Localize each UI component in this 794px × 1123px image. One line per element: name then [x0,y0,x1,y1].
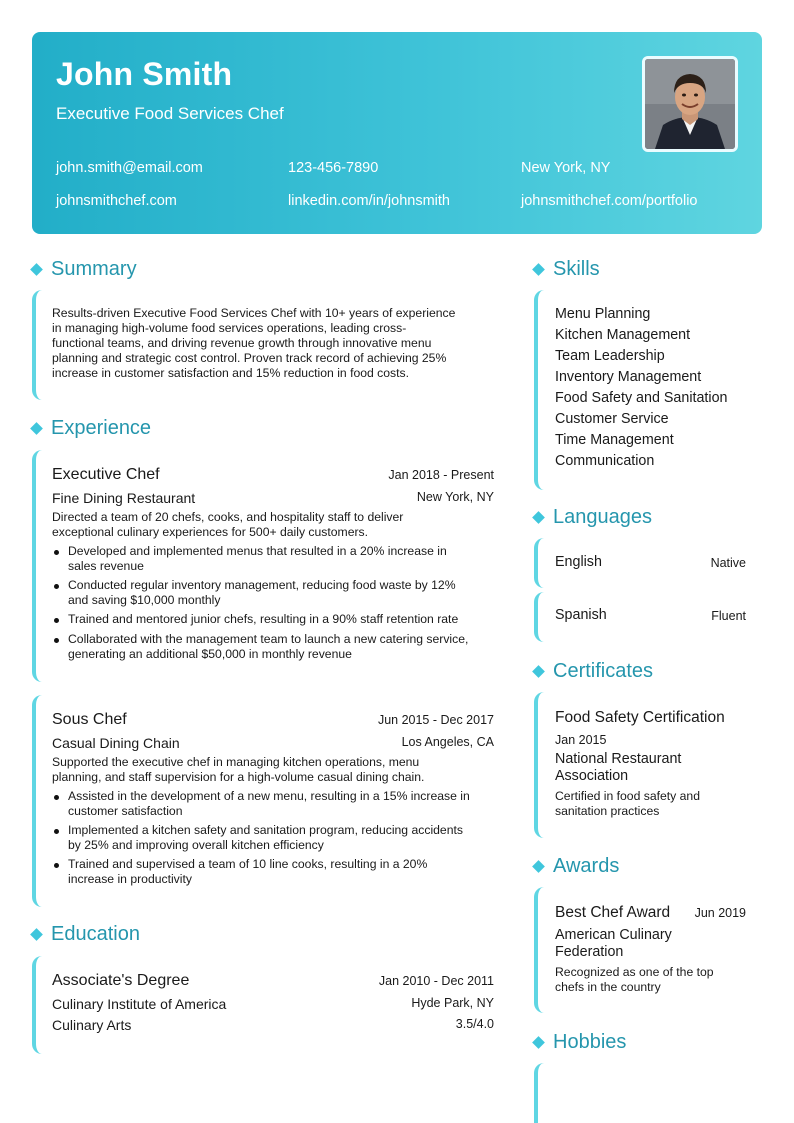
certificate-name: Food Safety Certification [555,709,725,726]
language-name: English [555,554,602,570]
job-bullet-line: sales revenue [68,559,144,573]
skill-item: Food Safety and Sanitation [555,390,728,406]
experience-heading [30,417,151,440]
resume-header [32,32,762,234]
diamond-icon [30,928,43,941]
portfolio-link[interactable]: johnsmithchef.com/portfolio [521,193,698,209]
summary-text [52,306,496,381]
job-bullet [68,578,456,608]
job-bullet-line: Collaborated with the management team to launch a new catering service, [68,632,469,646]
job-bullet-line: by 25% and improving overall kitchen efficiency [68,838,324,852]
job-bullet [68,789,470,819]
education-heading [30,923,140,946]
certificate-name-line: National Restaurant [555,751,682,767]
experience-heading-label: Experience [51,417,152,439]
award-description-line: chefs in the country [555,980,661,994]
language-name: Spanish [555,607,607,623]
skill-item: Communication [555,453,655,469]
diamond-icon [532,511,545,524]
award-organization-line: American Culinary [555,927,672,943]
job-bullet-line: customer satisfaction [68,804,183,818]
certificate-description [555,789,700,819]
skill-item: Kitchen Management [555,327,691,343]
certificate-description-line: Certified in food safety and [555,789,700,803]
job-company: Casual Dining Chain [52,735,180,751]
avatar-icon [645,59,735,149]
skill-item: Inventory Management [555,369,702,385]
skills-heading-label: Skills [553,258,600,280]
diamond-icon [532,263,545,276]
award-organization-line: Federation [555,944,624,960]
award-date: Jun 2019 [694,906,746,920]
job-title: Executive Chef [52,466,160,483]
job-location: Los Angeles, CA [401,735,494,749]
job-bullet-line: and saving $10,000 monthly [68,593,221,607]
languages-heading [532,506,652,529]
degree: Associate's Degree [52,972,190,989]
candidate-title: Executive Food Services Chef [56,104,284,123]
job-description [52,510,403,540]
job-location: New York, NY [416,490,494,504]
languages-heading-label: Languages [553,506,652,528]
award-description-line: Recognized as one of the top [555,965,714,979]
job-title: Sous Chef [52,711,127,728]
diamond-icon [532,1036,545,1049]
skills-heading [532,258,600,281]
summary-line: in managing high-volume food services operations, leading cross- [52,321,407,335]
job-bullet [68,857,427,887]
diamond-icon [30,263,43,276]
job-bullet-line: Assisted in the development of a new menu, resulting in a 15% increase in [68,789,470,803]
job-bullet [68,544,447,574]
candidate-name: John Smith [56,56,233,92]
summary-heading-label: Summary [51,258,137,280]
job-bullet [68,823,463,853]
certificate-name-line: Association [555,768,629,784]
education-dates: Jan 2010 - Dec 2011 [378,974,494,988]
diamond-icon [532,665,545,678]
summary-line: planning and strategic cost control. Proven track record of achieving 25% [52,351,447,365]
job-description-line: planning, and staff supervision for a high-volume casual dining chain. [52,770,425,784]
certificate-date: Jan 2015 [555,733,607,747]
gpa: 3.5/4.0 [455,1017,494,1031]
profile-photo [642,56,738,152]
job-bullet-line: Trained and mentored junior chefs, resulting in a 90% staff retention rate [68,612,459,626]
email-link[interactable]: john.smith@email.com [56,160,203,176]
school: Culinary Institute of America [52,996,227,1012]
linkedin-link[interactable]: linkedin.com/in/johnsmith [288,193,450,209]
hobbies-card [534,1063,762,1123]
location-text: New York, NY [521,160,611,176]
certificate-description-line: sanitation practices [555,804,660,818]
summary-heading [30,258,137,281]
school-location: Hyde Park, NY [411,996,494,1010]
certificates-heading-label: Certificates [553,660,654,682]
website-link[interactable]: johnsmithchef.com [56,193,177,209]
job-dates: Jan 2018 - Present [388,468,494,482]
job-description-line: Directed a team of 20 chefs, cooks, and hospitality staff to deliver [52,510,404,524]
job-bullet [68,612,458,627]
job-dates: Jun 2015 - Dec 2017 [377,713,494,727]
job-bullet-line: Implemented a kitchen safety and sanitation program, reducing accidents [68,823,463,837]
certificate-name [555,751,681,785]
education-heading-label: Education [51,923,140,945]
diamond-icon [532,860,545,873]
job-bullet-line: Conducted regular inventory management, reducing food waste by 12% [68,578,456,592]
job-description-line: Supported the executive chef in managing kitchen operations, menu [52,755,420,769]
hobbies-heading-label: Hobbies [553,1031,627,1053]
job-bullet-line: increase in productivity [68,872,192,886]
certificates-heading [532,660,653,683]
skill-item: Team Leadership [555,348,665,364]
job-bullet-line: Trained and supervised a team of 10 line cooks, resulting in a 20% [68,857,428,871]
job-description-line: exceptional culinary experiences for 500+ daily customers. [52,525,369,539]
job-company: Fine Dining Restaurant [52,490,196,506]
job-bullet-line: generating an additional $50,000 in monthly revenue [68,647,352,661]
award-name: Best Chef Award [555,904,671,921]
phone-text: 123-456-7890 [288,160,379,176]
diamond-icon [30,422,43,435]
hobbies-heading [532,1031,626,1054]
language-level: Fluent [711,609,746,623]
field-of-study: Culinary Arts [52,1017,132,1033]
award-organization [555,927,672,961]
job-description [52,755,424,785]
award-description [555,965,714,995]
awards-heading-label: Awards [553,855,620,877]
summary-line: Results-driven Executive Food Services Chef with 10+ years of experience [52,306,456,320]
summary-line: functional teams, and driving revenue growth through innovative menu [52,336,432,350]
skill-item: Time Management [555,432,674,448]
skill-item: Customer Service [555,411,669,427]
awards-heading [532,855,619,878]
job-bullet-line: Developed and implemented menus that resulted in a 20% increase in [68,544,447,558]
job-bullet [68,632,468,662]
language-level: Native [710,556,746,570]
skill-item: Menu Planning [555,306,651,322]
summary-line: increase in customer satisfaction and 15% reduction in food costs. [52,366,410,380]
